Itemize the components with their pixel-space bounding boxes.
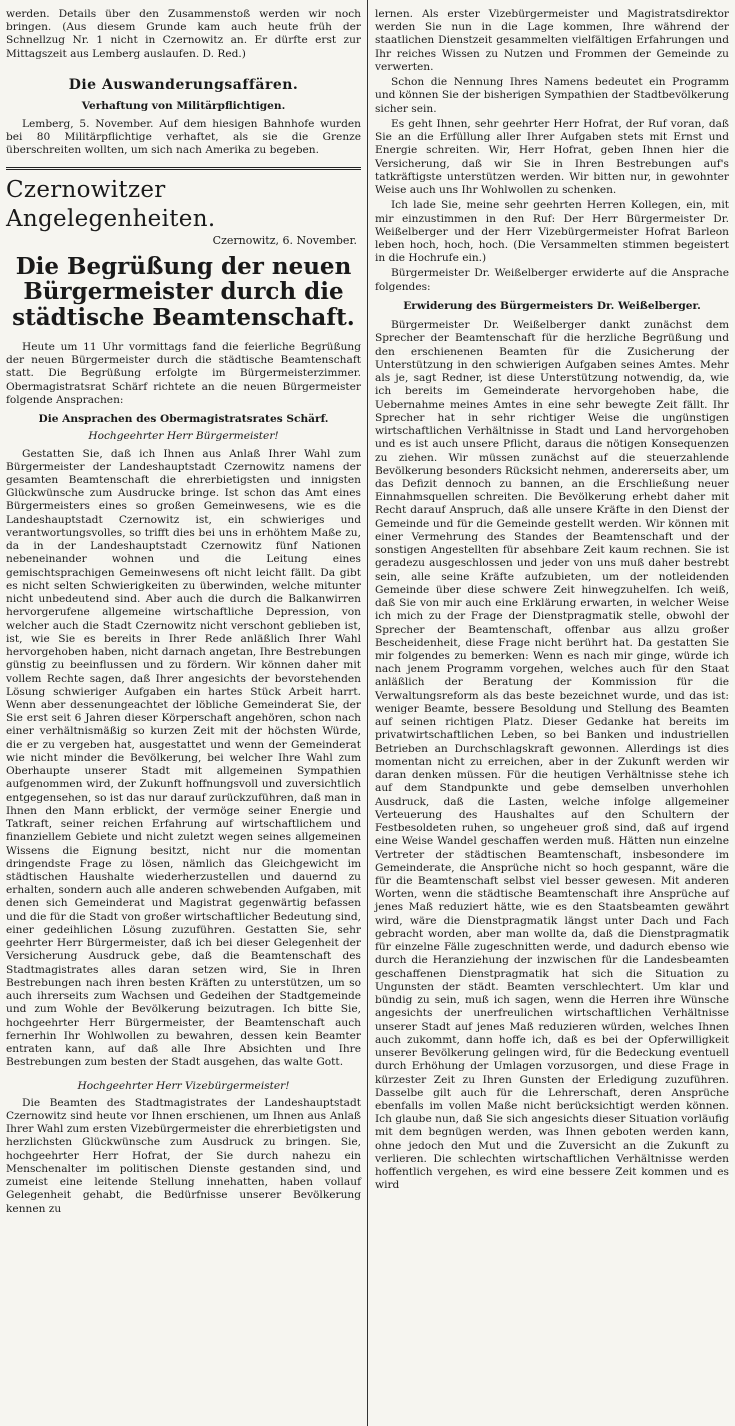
continuation-5: Bürgermeister Dr. Weißelberger erwiderte auf die Ansprache folgendes: [375,267,729,293]
dateline: Czernowitz, 6. November. [212,233,357,247]
article-subtitle: Verhaftung von Militärpflichtigen. [81,100,286,113]
lead-paragraph: Heute um 11 Uhr vormittags fand die feierliche Begrüßung der neuen Bürgermeister durch die städtische Beamtenschaft statt. Die Begrüßung erfolgte im Bürgermeisterzimmer. Obermagistratsrat Schärf richtete an die neuen Bürgermeister folgende Ansprachen: [6,340,361,406]
salutation-mayor: Hochgeehrter Herr Bürgermeister! [88,430,279,443]
subhead-speeches: Die Ansprachen des Obermagistratsrates Schärf. [38,413,329,426]
article-title: Die Auswanderungsaffären. [68,76,299,93]
salutation-vice-mayor: Hochgeehrter Herr Vizebürgermeister! [77,1079,290,1092]
continuation-2: Schon die Nennung Ihres Namens bedeutet ein Programm und können Sie der bisherigen Sympathien der Stadtbevölkerung sicher sein. [375,76,729,115]
right-column [369,0,735,1426]
section-divider [6,167,361,170]
article-body: Lemberg, 5. November. Auf dem hiesigen Bahnhofe wurden bei 80 Militärpflichtige verhaftet, als sie die Grenze überschreiten wollten, um sich nach Amerika zu begeben. [6,117,361,157]
article-emigration [6,77,361,157]
continuation-3: Es geht Ihnen, sehr geehrter Herr Hofrat, der Ruf voran, daß Sie an die Erfüllung aller Ihrer Aufgaben stets mit Ernst und Energie schreiten. Wir, Herr Hofrat, geben Ihnen hier die Versicherung, daß wir Sie in Ihren Bestrebungen auf's tatkräftigste unterstützen werden. Wir bitten nur, in gewohnter Weise auch uns Ihr Wohlwollen zu schenken. [375,117,729,197]
speech-vice-mayor: Die Beamten des Stadtmagistrates der Landeshauptstadt Czernowitz sind heute vor Ihnen erschienen, um Ihnen aus Anlaß Ihrer Wahl zum ersten Vizebürgermeister die ehrerbietigsten und herzlichsten Glückwünsche zum Ausdruck zu bringen. Sie, hochgeehrter Herr Hofrat, der Sie durch nahezu ein Menschenalter im politischen Dienste gestanden sind, und zumeist eine leitende Stellung innehatten, haben vollauf Gelegenheit gehabt, die Bedürfnisse unserer Bevölkerung kennen zu [6,1096,361,1215]
continuation-1: lernen. Als erster Vizebürgermeister und Magistratsdirektor werden Sie nun in die Lage kommen, Ihre während der staatlichen Dienstzeit gesammelten vielfältigen Erfahrungen und Ihr reiches Wissen zu Nutzen und Frommen der Gemeinde zu verwerten. [375,8,729,73]
section-title: Czernowitzer Angelegenheiten. [6,177,216,233]
subhead-reply: Erwiderung des Bürgermeisters Dr. Weißelberger. [403,299,701,312]
continuation-4: Ich lade Sie, meine sehr geehrten Herren Kollegen, ein, mit mir einzustimmen in den Ruf: Der Herr Bürgermeister Dr. Weißelberger und der Herr Vizebürgermeister Hofrat Barleon leben hoch, hoch, hoch. (Die Versammelten stimmen begeistert in die Hochrufe ein.) [375,199,729,265]
main-headline: Die Begrüßung der neuen Bürgermeister durch die städtische Beamtenschaft. [12,252,355,332]
intro-paragraph: werden. Details über den Zusammenstoß werden wir noch bringen. (Aus diesem Grunde kam auch heute früh der Schnellzug Nr. 1 nicht in Czernowitz an. Er dürfte erst zur Mittagszeit aus Lemberg auslaufen. D. Red.) [6,8,361,60]
reply-paragraph: Bürgermeister Dr. Weißelberger dankt zunächst dem Sprecher der Beamtenschaft für die herzliche Begrüßung und den erschienenen Beamten für die Zusicherung der Unterstützung in den schwierigen Aufgaben seines Amtes. Mehr als je, sagt Redner, ist diese Unterstützung notwendig, da, wie ich bereits im Gemeinderate hervorgehoben habe, die Uebernahme meines Amtes in eine sehr bewegte Zeit fällt. Ihr Sprecher hat in sehr richtiger Weise die ungünstigen wirtschaftlichen Verhältnisse in Stadt und Land hervorgehoben und es ist auch unsere Pflicht, daraus die nötigen Konsequenzen zu ziehen. Wir müssen zunächst auf die steuerzahlende Bevölkerung besonders Rücksicht nehmen, andererseits aber, um das Defizit dennoch zu bannen, an die Erschließung neuer Einnahmsquellen schreiten. Die Bevölkerung erhebt daher mit Recht darauf Anspruch, daß alle unsere Kräfte in den Dienst der Gemeinde und für die Gemeinde gestellt werden. Wir können mit einer Vermehrung des Standes der Beamtenschaft und der sonstigen Angestellten für absehbare Zeit kaum rechnen. Sie ist geradezu ausgeschlossen und jeder von uns muß daher bestrebt sein, alle seine Kräfte aufzubieten, um der notleidenden Gemeinde über diese schwere Zeit hinwegzuhelfen. Ich weiß, daß Sie von mir auch eine Erklärung erwarten, in welcher Weise ich mich zu der Frage der Dienstpragmatik stelle, obwohl der Sprecher der Beamtenschaft, offenbar aus allzu großer Bescheidenheit, diese Frage nicht berührt hat. Da gestatten Sie mir folgendes zu bemerken: Wenn es nach mir ginge, würde ich nach jenem Programm vorgehen, welches auch für den Staat anläßlich der Beratung der Kommission für die Verwaltungsreform als das beste bezeichnet wurde, und das ist: weniger Beamte, bessere Besoldung und Stellung des Beamten auf seinen richtigen Platz. Dieser Gedanke hat bereits im privatwirtschaftlichen Leben, so bei Banken und industriellen Betrieben an Durchschlagskraft gewonnen. Allerdings ist dies momentan nicht zu erreichen, aber in der Zukunft werden wir daran denken müssen. Für die heutigen Verhältnisse stehe ich auf dem Standpunkte und gebe demselben unverhohlen Ausdruck, daß die Lasten, welche infolge allgemeiner Verteuerung des Haushaltes auf den Schultern der Festbesoldeten ruhen, so ungeheuer groß sind, daß auf irgend eine Weise Wandel geschaffen werden muß. Hätten nun einzelne Vertreter der städtischen Beamtenschaft, insbesondere im Gemeinderate, die Ansprüche nicht so hoch gespannt, wäre die für die Beamtenschaft selbst viel besser gewesen. Mit anderen Worten, wenn die städtische Beamtenschaft ihre Ansprüche auf jenes Maß reduziert hätte, wie es den Staatsbeamten gewährt wird, wäre die Dienstpragmatik längst unter Dach und Fach gebracht worden, aber man wollte da, daß die Dienstpragmatik für einzelne Fälle zugeschnitten werde, und dadurch ebenso wie durch die Heranziehung der inzwischen für die Landesbeamten geschaffenen Dienstpragmatik hat sich die Situation zu Ungunsten der städt. Beamten verschlechtert. Um klar und bündig zu sein, muß ich sagen, wenn die Herren ihre Wünsche angesichts der unerfreulichen wirtschaftlichen Verhältnisse unserer Stadt auf jenes Maß reduzieren würden, welches Ihnen auch zukommt, dann hoffe ich, daß es bei der Opferwilligkeit unserer Bevölkerung gelingen wird, für die Bedeckung eventuell durch Erhöhung der Umlagen vorzusorgen, und diese Frage in kürzester Zeit zu Ihren Gunsten der Erledigung zuzuführen. Dasselbe gilt auch für die Lehrerschaft, deren Ansprüche ebenfalls im vollen Maße nicht berücksichtigt werden können. Ich glaube nun, daß Sie sich angesichts dieser Situation vorläufig mit dem begnügen werden, was Ihnen geboten werden kann, ohne jedoch den Mut und die Zuversicht an die Zukunft zu verlieren. Die schlechten wirtschaftlichen Verhältnisse werden hoffentlich vergehen, es wird eine bessere Zeit kommen und es wird [375,319,729,1192]
speech-mayor: Gestatten Sie, daß ich Ihnen aus Anlaß Ihrer Wahl zum Bürgermeister der Landeshauptstadt Czernowitz namens der gesamten Beamtenschaft die ehrerbietigsten und innigsten Glückwünsche zum Ausdrucke bringe. Ist schon das Amt eines Bürgermeisters eines so großen Gemeinwesens, wie es die Landeshauptstadt Czernowitz ist, ein schwieriges und verantwortungsvolles, so trifft dies bei uns in erhöhtem Maße zu, da in der Landeshauptstadt Czernowitz fünf Nationen nebeneinander wohnen und die Leitung eines gemischtsprachigen Gemeinwesens oft nicht leicht fällt. Da gibt es nicht selten Schwierigkeiten zu überwinden, welche mitunter nicht unbedeutend sind. Aber auch die durch die Balkanwirren hervorgerufene allgemeine wirtschaftliche Depression, von welcher auch die Stadt Czernowitz nicht verschont geblieben ist, ist, wie Sie es bereits in Ihrer Rede anläßlich Ihrer Wahl hervorgehoben haben, nicht darnach angetan, Ihre Bestrebungen günstig zu beeinflussen und zu fördern. Wir können daher mit vollem Rechte sagen, daß Ihrer angesichts der bevorstehenden Lösung schwieriger Aufgaben ein hartes Stück Arbeit harrt. Wenn aber dessenungeachtet der löbliche Gemeinderat Sie, der Sie erst seit 6 Jahren dieser Körperschaft angehören, schon nach einer verhältnismäßig so kurzen Zeit mit der höchsten Würde, die er zu vergeben hat, ausgestattet und wenn der Gemeinderat wie nicht minder die Bevölkerung, bei welcher Ihre Wahl zum Oberhaupte unserer Stadt mit allgemeinen Sympathien aufgenommen wird, der Zukunft hoffnungsvoll und zuversichtlich entgegensehen, so ist das nur darauf zurückzuführen, daß man in Ihnen den Mann erblickt, der vermöge seiner Energie und Tatkraft, seiner reichen Erfahrung auf wirtschaftlichem und finanziellem Gebiete und nicht zuletzt wegen seines allgemeinen Wissens die Eignung besitzt, nicht nur die momentan dringendste Frage zu lösen, nämlich das Gleichgewicht im städtischen Haushalte wiederherzustellen und dauernd zu erhalten, sondern auch alle anderen schwebenden Aufgaben, mit denen sich Gemeinderat und Magistrat gegenwärtig befassen und die für die Stadt von großer wirtschaftlicher Bedeutung sind, einer gedeihlichen Lösung zuzuführen. Gestatten Sie, sehr geehrter Herr Bürgermeister, daß ich bei dieser Gelegenheit der Versicherung Ausdruck gebe, daß die Beamtenschaft des Stadtmagistrates alles daran setzen wird, Sie in Ihren Bestrebungen nach ihren besten Kräften zu unterstützen, um so auch ihrerseits zum Wachsen und Gedeihen der Stadtgemeinde und zum Wohle der Bevölkerung beizutragen. Ich bitte Sie, hochgeehrter Herr Bürgermeister, der Beamtenschaft auch fernerhin Ihr Wohlwollen zu bewahren, dessen kein Beamter entraten kann, auf daß alle Ihre Absichten und Ihre Bestrebungen zum besten der Stadt ausgehen, das walte Gott. [6,447,361,1069]
